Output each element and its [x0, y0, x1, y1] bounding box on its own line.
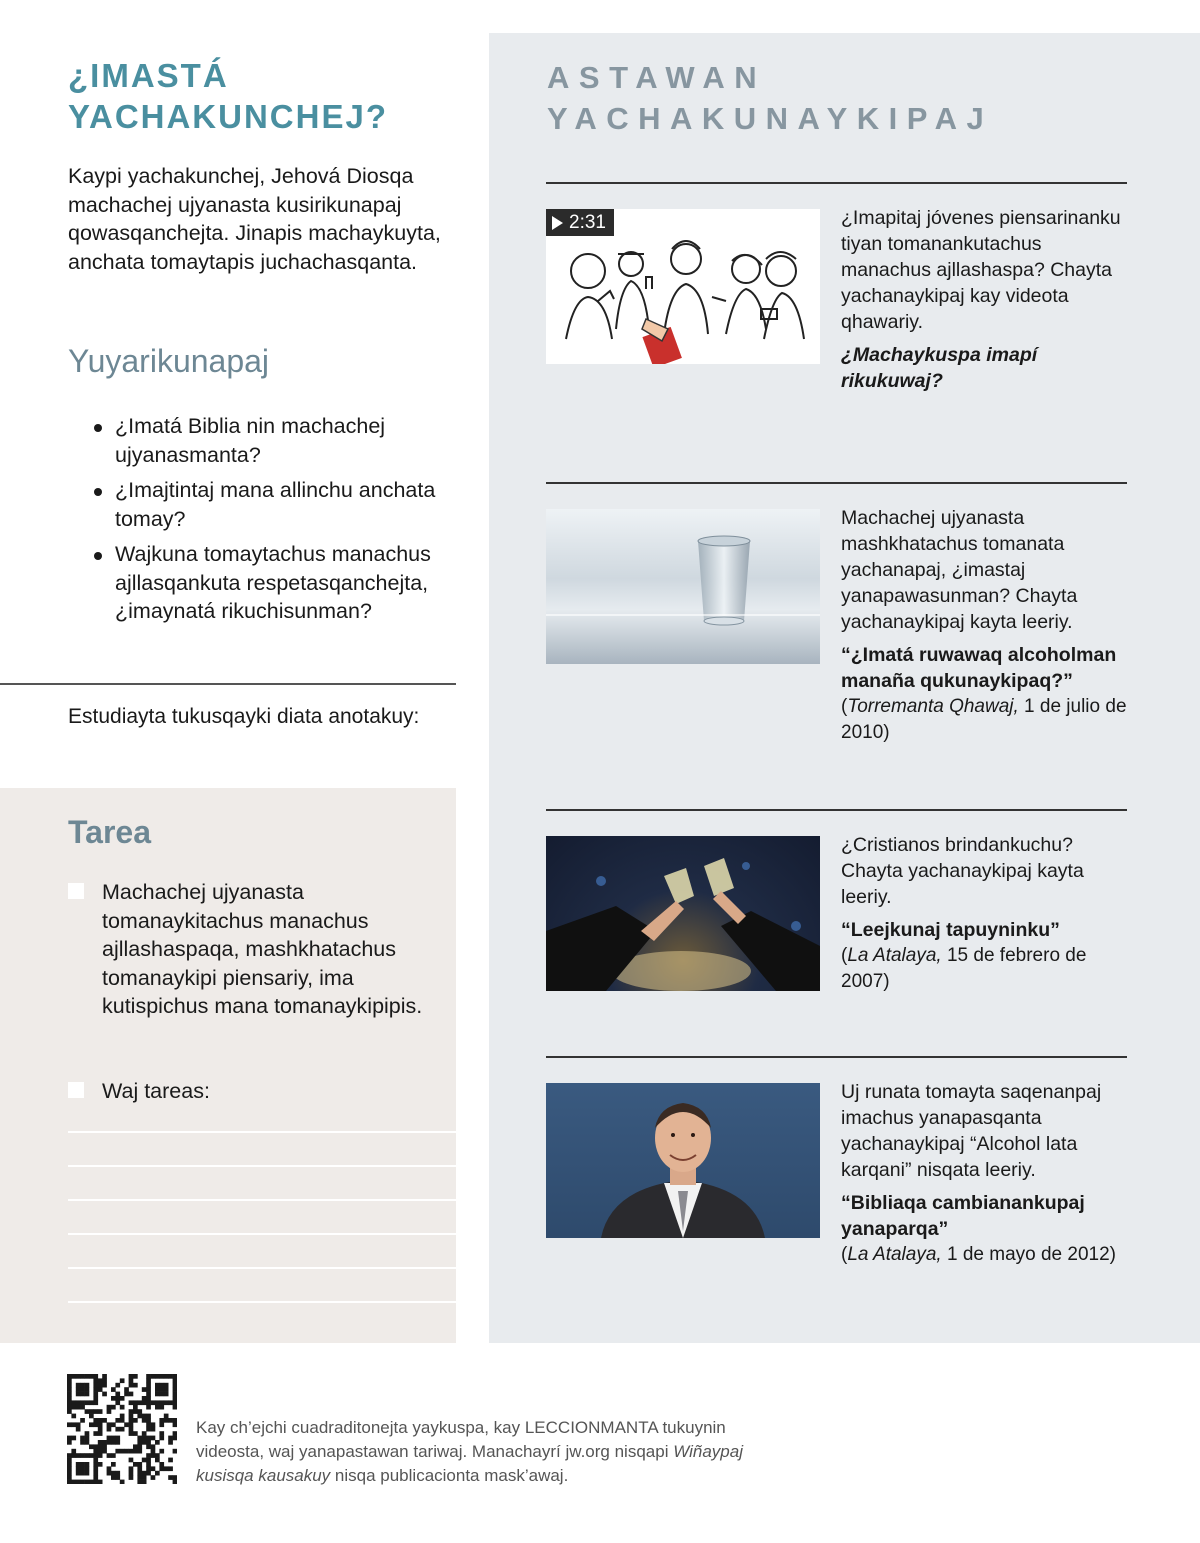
- citation-date: 1 de mayo de 2012): [941, 1244, 1116, 1265]
- write-line: [68, 1301, 456, 1303]
- upturned-glass-image: [546, 509, 820, 664]
- divider: [546, 182, 1127, 184]
- review-questions: [92, 412, 462, 633]
- resource-item: [841, 832, 1131, 995]
- video-thumbnail[interactable]: [546, 209, 820, 364]
- citation-date: 15 de febrero de 2007): [841, 945, 1087, 992]
- tarea-title: Tarea: [68, 814, 152, 850]
- toast-photo: [546, 836, 820, 991]
- resource-item: [841, 505, 1131, 746]
- write-line: [68, 1165, 456, 1167]
- resource-title[interactable]: ¿Machaykuspa imapí rikukuwaj?: [841, 344, 1038, 392]
- resource-citation: [841, 943, 1131, 995]
- task-text: Waj tareas:: [102, 1079, 210, 1103]
- resource-citation: [841, 1242, 1131, 1268]
- review-question: ¿Imajtintaj mana allinchu anchata tomay?: [92, 476, 462, 533]
- resource-description: Uj runata tomayta saqenanpaj imachus yanapasqanta yachanaykipaj “Alcohol lata karqani” nisqata leeriy.: [841, 1081, 1102, 1181]
- write-line: [68, 1199, 456, 1201]
- footer-note: [196, 1416, 796, 1488]
- task-checkbox[interactable]: [68, 883, 84, 899]
- footer-text-main: Kay ch’ejchi cuadraditonejta yaykuspa, kay LECCIONMANTA tukuynin videosta, waj yanapastawan tariwaj. Manachayrí jw.org nisqapi: [196, 1418, 726, 1461]
- glass-photo: [546, 509, 820, 664]
- divider: [546, 482, 1127, 484]
- citation-open: (: [841, 696, 848, 717]
- resource-title[interactable]: “Leejkunaj tapuyninku”: [841, 919, 1060, 941]
- champagne-toast-image: [546, 836, 820, 991]
- citation-publication: Torremanta Qhawaj,: [847, 696, 1019, 717]
- resource-item: [841, 205, 1131, 394]
- divider: [0, 683, 456, 685]
- resource-description: ¿Imapitaj jóvenes piensarinanku tiyan tomanankutachus manachus ajllashaspa? Chayta yachanaykipaj kay videota qhawariy.: [841, 207, 1121, 333]
- citation-open: (: [841, 1244, 848, 1265]
- footer-publication-title[interactable]: Wiñaypaj kusisqa kausakuy: [196, 1442, 743, 1485]
- review-heading: Yuyarikunapaj: [68, 343, 270, 379]
- divider: [546, 809, 1127, 811]
- intro-paragraph: Kaypi yachakunchej, Jehová Diosqa machachej ujyanasta kusirikunapaj qowasqanchejta. Jinapis machaykuyta, anchata tomaytapis juchachasqanta.: [68, 164, 441, 274]
- resource-item: [841, 1079, 1131, 1268]
- resource-title[interactable]: “¿Imatá ruwawaq alcoholman manaña qukunaykipaq?”: [841, 644, 1117, 692]
- write-line: [68, 1267, 456, 1269]
- write-line: [68, 1131, 456, 1133]
- resource-description: ¿Cristianos brindankuchu? Chayta yachanaykipaj kayta leeriy.: [841, 834, 1084, 908]
- resource-citation: [841, 694, 1131, 746]
- citation-open: (: [841, 945, 848, 966]
- footer-text-end: nisqa publicacionta mask’awaj.: [330, 1466, 569, 1485]
- study-date-note: Estudiayta tukusqayki diata anotakuy:: [68, 705, 420, 728]
- lesson-heading: [68, 55, 388, 137]
- write-line: [68, 1233, 456, 1235]
- divider: [546, 1056, 1127, 1058]
- task-item: [68, 878, 438, 1021]
- task-checkbox[interactable]: [68, 1082, 84, 1098]
- more-resources-heading-line2: YACHAKUNAYKIPAJ: [547, 101, 994, 136]
- video-duration-badge: [546, 209, 614, 236]
- tarea-panel: [0, 788, 456, 1343]
- task-item: [68, 1077, 438, 1106]
- qr-code-icon: [67, 1374, 177, 1484]
- resource-title[interactable]: “Bibliaqa cambianankupaj yanaparqa”: [841, 1192, 1085, 1240]
- task-text: Machachej ujyanasta tomanaykitachus manachus ajllashaspaqa, mashkhatachus tomanaykipi piensariy, ima kutispichus mana tomanaykipipis.: [102, 880, 423, 1018]
- play-icon: [552, 216, 563, 230]
- lesson-heading-line2: YACHAKUNCHEJ?: [68, 98, 388, 135]
- citation-date: 1 de julio de 2010): [841, 696, 1127, 743]
- qr-code[interactable]: [67, 1374, 177, 1484]
- citation-publication: La Atalaya,: [847, 1244, 942, 1265]
- smiling-man-image: [546, 1083, 820, 1238]
- more-resources-heading-line1: ASTAWAN: [547, 60, 767, 95]
- portrait-photo: [546, 1083, 820, 1238]
- review-question: Wajkuna tomaytachus manachus ajllasqankuta respetasqanchejta, ¿imaynatá rikuchisunman?: [92, 540, 462, 626]
- review-question: ¿Imatá Biblia nin machachej ujyanasmanta?: [92, 412, 462, 469]
- video-duration: 2:31: [569, 212, 606, 233]
- lesson-heading-line1: ¿IMASTÁ: [68, 57, 229, 94]
- more-resources-heading: [547, 57, 993, 139]
- citation-publication: La Atalaya,: [847, 945, 942, 966]
- resource-description: Machachej ujyanasta mashkhatachus tomanata yachanapaj, ¿imastaj yanapawasunman? Chayta yachanaykipaj kayta leeriy.: [841, 507, 1078, 633]
